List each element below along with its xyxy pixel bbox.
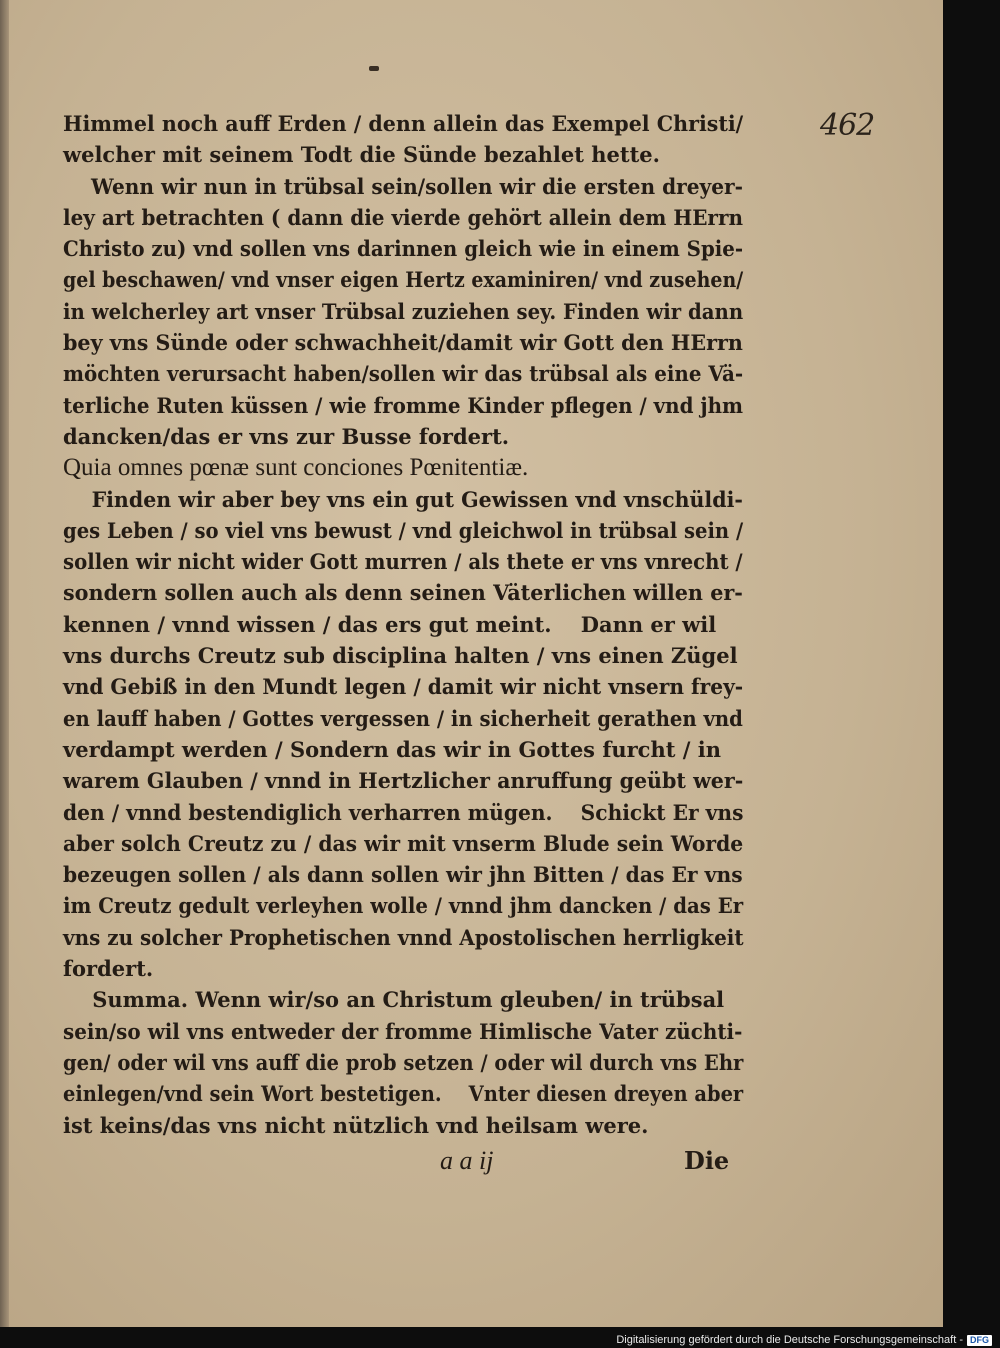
latin-quote-line: Quia omnes pœnæ sunt conciones Pœnitentiæ. <box>63 454 529 482</box>
text-line: den / vnnd bestendiglich verharren mügen. Schickt Er vns <box>63 799 744 825</box>
text-line: ist keins/das vns nicht nützlich vnd heilsam were. <box>63 1112 649 1138</box>
text-line: Himmel noch auff Erden / denn allein das Exempel Christi/ <box>63 111 744 136</box>
text-line: ley art betrachten ( dann die vierde gehört allein dem HErrn <box>63 204 743 230</box>
text-line: sondern sollen auch als denn seinen Väterlichen willen er- <box>63 580 743 606</box>
text-line: sollen wir nicht wider Gott murren / als thete er vns vnrecht / <box>63 549 743 575</box>
signature-mark: a a ij <box>440 1146 494 1175</box>
page-binding-edge <box>0 0 9 1327</box>
text-line: möchten verursacht haben/sollen wir das trübsal als eine Vä- <box>63 361 744 387</box>
text-line: Summa. Wenn wir/so an Christum gleuben/ in trübsal <box>63 987 725 1013</box>
text-line: aber solch Creutz zu / das wir mit vnserm Blude sein Worde <box>63 830 744 856</box>
text-line: gen/ oder wil vns auff die prob setzen / oder wil durch vns Ehr <box>63 1049 744 1075</box>
text-line: dancken/das er vns zur Busse fordert. <box>63 423 510 449</box>
page-number: 462 <box>820 108 875 143</box>
text-line: welcher mit seinem Todt die Sünde bezahlet hette. <box>63 142 660 168</box>
text-line: im Creutz gedult verleyhen wolle / vnnd jhm dancken / das Er <box>63 893 744 919</box>
body-text <box>63 108 743 1141</box>
credit-text: Digitalisierung gefördert durch die Deutsche Forschungsgemeinschaft - <box>616 1334 963 1346</box>
text-line: vnd Gebiß in den Mundt legen / damit wir nicht vnsern frey- <box>63 674 744 700</box>
text-line: fordert. <box>63 956 154 982</box>
text-line: Christo zu) vnd sollen vns darinnen gleich wie in einem Spie- <box>63 236 744 262</box>
text-line: en lauff haben / Gottes vergessen / in sicherheit gerathen vnd <box>63 705 743 731</box>
text-line: sein/so wil vns entweder der fromme Himlische Vater züchti- <box>63 1018 743 1044</box>
catchword: Die <box>684 1146 730 1175</box>
text-line: Finden wir aber bey vns ein gut Gewissen vnd vnschüldi- <box>63 486 743 512</box>
text-line: gel beschawen/ vnd vnser eigen Hertz examiniren/ vnd zusehen/ <box>63 267 744 293</box>
text-line: kennen / vnnd wissen / das ers gut meint. Dann er wil <box>63 611 717 637</box>
ink-mark <box>369 66 379 71</box>
text-line: in welcherley art vnser Trübsal zuziehen sey. Finden wir dann <box>63 298 744 324</box>
text-line: warem Glauben / vnnd in Hertzlicher anruffung geübt wer- <box>63 768 744 794</box>
text-line: Wenn wir nun in trübsal sein/sollen wir die ersten dreyer- <box>63 173 743 199</box>
page-footer <box>440 1146 740 1180</box>
digitization-credit <box>616 1334 992 1346</box>
text-line: einlegen/vnd sein Wort bestetigen. Vnter diesen dreyen aber <box>63 1081 744 1107</box>
text-line: ges Leben / so viel vns bewust / vnd gleichwol in trübsal sein / <box>63 517 744 543</box>
text-line: verdampt werden / Sondern das wir in Gottes furcht / in <box>63 736 721 762</box>
text-line: vns durchs Creutz sub disciplina halten / vns einen Zügel <box>63 643 738 669</box>
text-line: bey vns Sünde oder schwachheit/damit wir Gott den HErrn <box>63 330 743 356</box>
dfg-logo[interactable]: DFG <box>967 1335 992 1346</box>
text-line: terliche Ruten küssen / wie fromme Kinder pflegen / vnd jhm <box>63 392 744 418</box>
text-line: bezeugen sollen / als dann sollen wir jhn Bitten / das Er vns <box>63 862 743 888</box>
text-line: vns zu solcher Prophetischen vnnd Apostolischen herrligkeit <box>63 924 744 950</box>
